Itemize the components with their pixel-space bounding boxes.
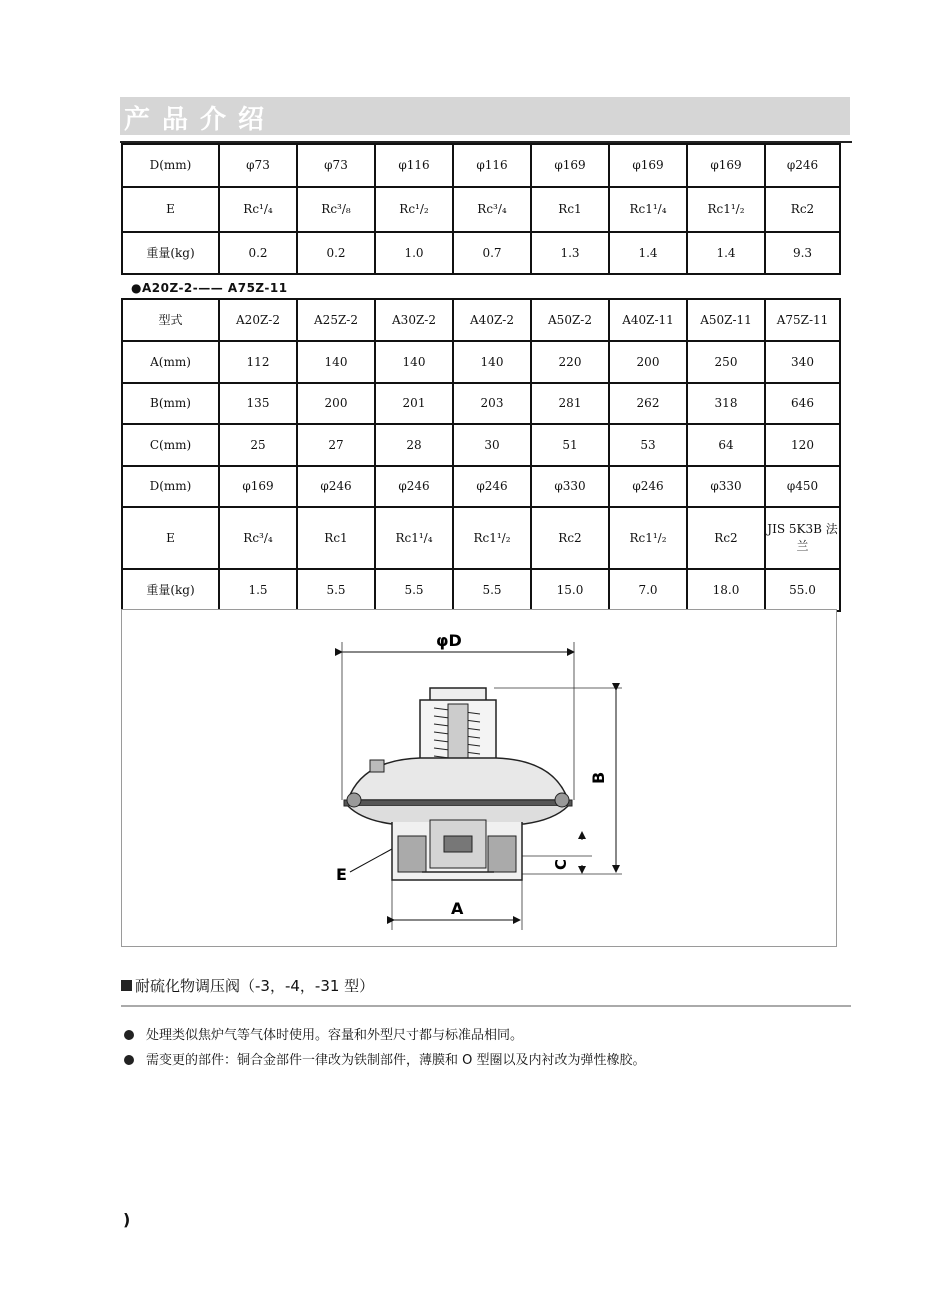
column-header: A40Z-11: [609, 299, 687, 341]
table-cell: φ73: [219, 144, 297, 187]
table-cell: 7.0: [609, 569, 687, 611]
table-cell: φ330: [687, 466, 765, 507]
spec-table-1: [121, 143, 841, 275]
header-label: 型式: [122, 299, 219, 341]
table-cell: 200: [609, 341, 687, 383]
table-cell: 120: [765, 424, 840, 466]
table-cell: Rc1¹/₄: [609, 187, 687, 232]
section-header: [120, 97, 850, 135]
row-label: B(mm): [122, 383, 219, 424]
table-cell: Rc1¹/₂: [687, 187, 765, 232]
table-cell: 200: [297, 383, 375, 424]
table-cell: 262: [609, 383, 687, 424]
table-cell: 1.4: [687, 232, 765, 274]
table-row: [122, 232, 840, 274]
table-cell: φ450: [765, 466, 840, 507]
table-cell: Rc³/₄: [453, 187, 531, 232]
row-label: 重量(kg): [122, 232, 219, 274]
table-cell: Rc³/₈: [297, 187, 375, 232]
table-cell: φ169: [609, 144, 687, 187]
table-cell: 30: [453, 424, 531, 466]
table-cell: 53: [609, 424, 687, 466]
table-cell: Rc³/₄: [219, 507, 297, 569]
table-cell: Rc1: [531, 187, 609, 232]
column-header: A30Z-2: [375, 299, 453, 341]
list-item: [124, 1049, 646, 1068]
table-cell: 64: [687, 424, 765, 466]
table-cell: 281: [531, 383, 609, 424]
row-label: D(mm): [122, 144, 219, 187]
table-cell: 646: [765, 383, 840, 424]
table-cell: 28: [375, 424, 453, 466]
regulator-figure: [121, 609, 837, 947]
series-label: ●A20Z-2-—— A75Z-11: [131, 281, 288, 295]
table-cell: φ246: [297, 466, 375, 507]
table-cell: 5.5: [375, 569, 453, 611]
row-label: D(mm): [122, 466, 219, 507]
table-cell: Rc1: [297, 507, 375, 569]
table-cell: φ169: [531, 144, 609, 187]
table-cell: 5.5: [453, 569, 531, 611]
row-label: E: [122, 187, 219, 232]
table-cell: 140: [297, 341, 375, 383]
table-cell: 140: [375, 341, 453, 383]
regulator-drawing: [122, 610, 836, 946]
table-cell: Rc2: [765, 187, 840, 232]
table-header-row: [122, 299, 840, 341]
dim-e-label: E: [336, 865, 347, 884]
column-header: A25Z-2: [297, 299, 375, 341]
table-cell: Rc¹/₂: [375, 187, 453, 232]
table-cell: 220: [531, 341, 609, 383]
table-cell: JIS 5K3B 法兰: [765, 507, 840, 569]
column-header: A40Z-2: [453, 299, 531, 341]
table-row: [122, 187, 840, 232]
table-cell: 340: [765, 341, 840, 383]
table-cell: 5.5: [297, 569, 375, 611]
table-cell: Rc1¹/₄: [375, 507, 453, 569]
table-row: [122, 466, 840, 507]
regulator-body: [344, 688, 572, 880]
page-number: ): [123, 1210, 131, 1229]
table-cell: φ246: [765, 144, 840, 187]
table-cell: 135: [219, 383, 297, 424]
spec-table-2: [121, 298, 841, 612]
table-cell: Rc2: [687, 507, 765, 569]
table-cell: φ73: [297, 144, 375, 187]
dim-b-label: B: [589, 771, 608, 784]
table-cell: 25: [219, 424, 297, 466]
table-cell: 201: [375, 383, 453, 424]
table-row: [122, 144, 840, 187]
table-cell: φ330: [531, 466, 609, 507]
table-cell: φ246: [453, 466, 531, 507]
table-cell: 1.3: [531, 232, 609, 274]
section-2-title-text: 耐硫化物调压阀（-3，-4，-31 型）: [135, 977, 375, 995]
column-header: A50Z-2: [531, 299, 609, 341]
row-label: A(mm): [122, 341, 219, 383]
table-cell: 1.5: [219, 569, 297, 611]
section-2-title: [121, 975, 374, 996]
column-header: A20Z-2: [219, 299, 297, 341]
table-cell: 1.0: [375, 232, 453, 274]
column-header: A75Z-11: [765, 299, 840, 341]
table-cell: 0.2: [219, 232, 297, 274]
table-cell: 318: [687, 383, 765, 424]
table-row: [122, 383, 840, 424]
section-title: 产品介绍: [124, 105, 277, 135]
table-row: [122, 424, 840, 466]
table-cell: φ116: [375, 144, 453, 187]
bullet-dot-icon: [124, 1030, 134, 1040]
table-row: [122, 507, 840, 569]
table-cell: 51: [531, 424, 609, 466]
table-cell: 55.0: [765, 569, 840, 611]
bullet-text: 处理类似焦炉气等气体时使用。容量和外型尺寸都与标准品相同。: [146, 1028, 524, 1043]
table-cell: 250: [687, 341, 765, 383]
row-label: C(mm): [122, 424, 219, 466]
dim-c-label: C: [552, 858, 570, 870]
table-cell: Rc2: [531, 507, 609, 569]
table-cell: 203: [453, 383, 531, 424]
bullet-text: 需变更的部件：铜合金部件一律改为铁制部件，薄膜和 O 型圈以及内衬改为弹性橡胶。: [146, 1053, 646, 1068]
table-cell: 0.7: [453, 232, 531, 274]
row-label: 重量(kg): [122, 569, 219, 611]
column-header: A50Z-11: [687, 299, 765, 341]
table-cell: 112: [219, 341, 297, 383]
bullet-dot-icon: [124, 1055, 134, 1065]
list-item: [124, 1024, 523, 1043]
table-cell: 1.4: [609, 232, 687, 274]
table-cell: Rc1¹/₂: [453, 507, 531, 569]
table-row: [122, 569, 840, 611]
table-cell: 18.0: [687, 569, 765, 611]
table-row: [122, 341, 840, 383]
table-cell: Rc¹/₄: [219, 187, 297, 232]
table-cell: φ246: [375, 466, 453, 507]
table-cell: 15.0: [531, 569, 609, 611]
table-cell: 9.3: [765, 232, 840, 274]
table-cell: φ169: [219, 466, 297, 507]
table-cell: 27: [297, 424, 375, 466]
table-cell: φ246: [609, 466, 687, 507]
row-label: E: [122, 507, 219, 569]
dim-a-label: A: [451, 899, 464, 918]
table-cell: 140: [453, 341, 531, 383]
table-cell: Rc1¹/₂: [609, 507, 687, 569]
table-cell: φ116: [453, 144, 531, 187]
dim-d-label: φD: [436, 631, 462, 650]
table-cell: φ169: [687, 144, 765, 187]
square-bullet-icon: [121, 980, 132, 991]
table-cell: 0.2: [297, 232, 375, 274]
section-2-rule: [121, 1005, 851, 1007]
